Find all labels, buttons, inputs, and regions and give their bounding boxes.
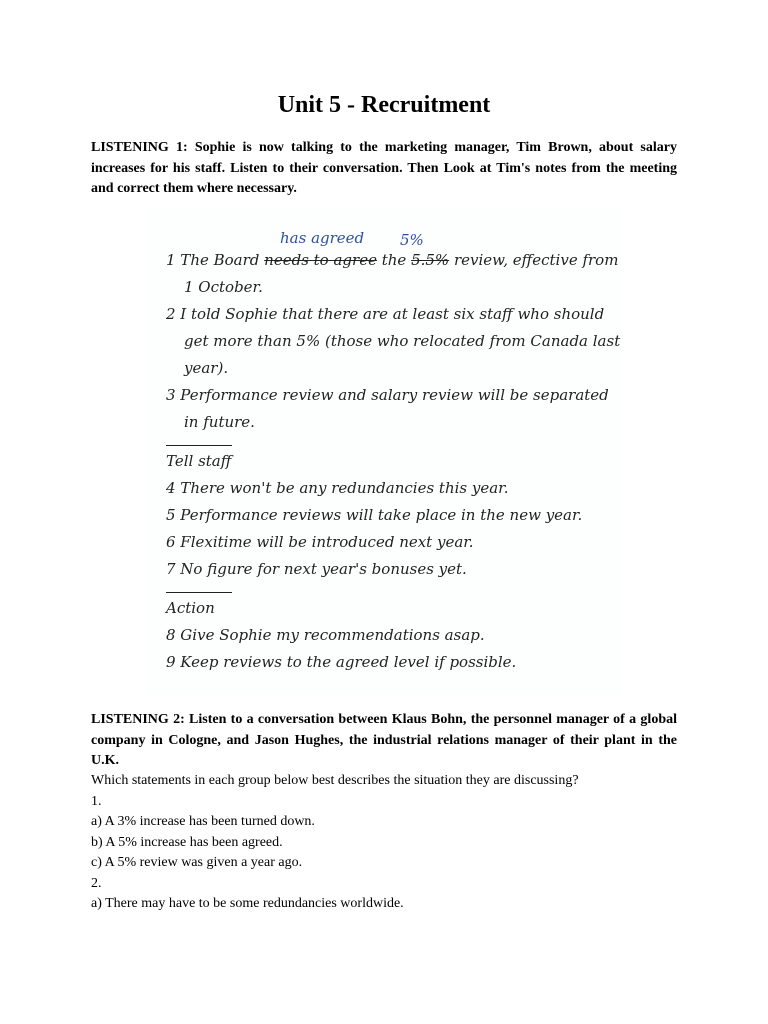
heading-action: Action (166, 599, 215, 617)
note-item-3: 3 Performance review and salary review will be separated (166, 386, 609, 404)
note-item-2: 2 I told Sophie that there are at least six staff who should (166, 305, 605, 323)
group-number: 1. (91, 794, 102, 809)
option-item: a) There may have to be some redundancies worldwide. (91, 896, 404, 911)
note-item-1-cont: 1 October. (184, 278, 263, 296)
option-item: c) A 5% review was given a year ago. (91, 855, 303, 870)
heading-tell-staff: Tell staff (166, 452, 232, 470)
note-item-1: 1 The Board needs to agree the 5.5% review, effective from (166, 251, 619, 269)
note-item-8: 8 Give Sophie my recommendations asap. (166, 626, 485, 644)
page-title: Unit 5 - Recruitment (277, 92, 491, 118)
struck-text: needs to agree (264, 251, 377, 269)
option-item: b) A 5% increase has been agreed. (91, 835, 283, 850)
note-item-6: 6 Flexitime will be introduced next year. (166, 533, 474, 551)
note-item-7: 7 No figure for next year's bonuses yet. (166, 560, 467, 578)
option-item: a) A 3% increase has been turned down. (91, 814, 315, 829)
divider (166, 445, 232, 446)
tims-notes-image (146, 207, 622, 697)
note-item-5: 5 Performance reviews will take place in the new year. (166, 506, 583, 524)
note-item-2-cont: get more than 5% (those who relocated from Canada last (184, 332, 621, 350)
correction-5-percent: 5% (400, 231, 424, 249)
listening-1-instructions: LISTENING 1: Sophie is now talking to the marketing manager, Tim Brown, about salary increases for his staff. Listen to their conversation. Then Look at Tim's notes from the meeting and correct them where necessary. (91, 140, 677, 196)
group-number: 2. (91, 876, 102, 891)
struck-text: 5.5% (411, 251, 450, 269)
note-item-9: 9 Keep reviews to the agreed level if possible. (166, 653, 517, 671)
correction-has-agreed: has agreed (280, 229, 365, 247)
note-item-2-cont2: year). (184, 359, 229, 377)
listening-2-instructions: LISTENING 2: Listen to a conversation between Klaus Bohn, the personnel manager of a global company in Cologne, and Jason Hughes, the industrial relations manager of their plant in the U.K. (91, 712, 677, 768)
note-item-3-cont: in future. (184, 413, 255, 431)
note-item-4: 4 There won't be any redundancies this year. (166, 479, 509, 497)
divider (166, 592, 232, 593)
question-text: Which statements in each group below best describes the situation they are discussing? (91, 773, 579, 788)
